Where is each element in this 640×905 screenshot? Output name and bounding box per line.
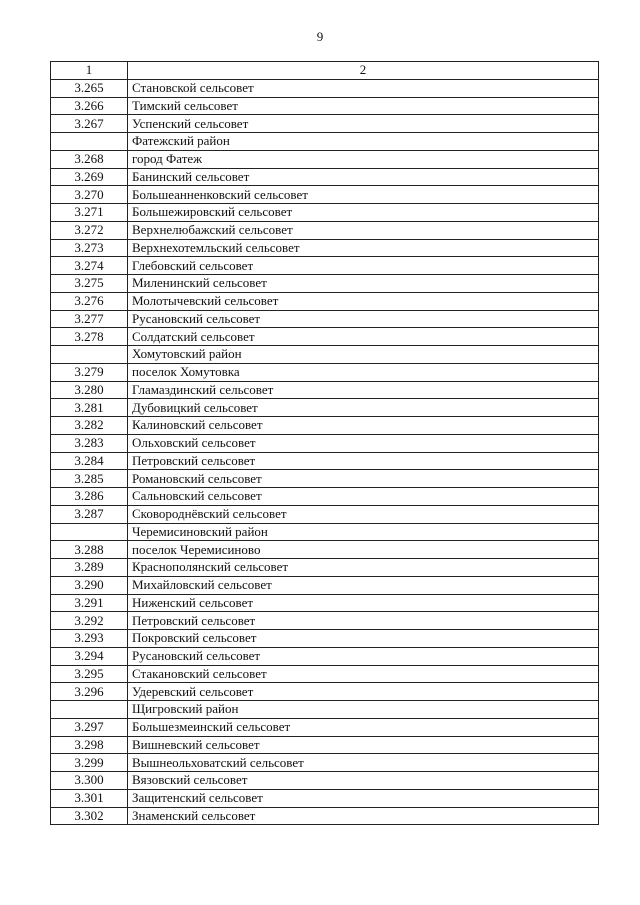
table-row [51,807,599,825]
row-number-cell: 3.280 [51,381,128,399]
municipality-name-cell: Знаменский сельсовет [128,807,599,825]
municipality-name-cell: Удеревский сельсовет [128,683,599,701]
table-row [51,399,599,417]
row-number-cell: 3.302 [51,807,128,825]
municipality-name-cell: Успенский сельсовет [128,115,599,133]
row-number-cell: 3.278 [51,328,128,346]
table-row [51,204,599,222]
row-number-cell: 3.296 [51,683,128,701]
column-header-name: 2 [128,62,599,80]
row-number-cell [51,523,128,541]
column-header-number: 1 [51,62,128,80]
row-number-cell: 3.281 [51,399,128,417]
row-number-cell: 3.287 [51,505,128,523]
municipality-name-cell: Романовский сельсовет [128,470,599,488]
municipality-name-cell: город Фатеж [128,150,599,168]
row-number-cell: 3.282 [51,417,128,435]
row-number-cell: 3.268 [51,150,128,168]
table-row [51,417,599,435]
table-row [51,97,599,115]
table-row [51,186,599,204]
municipality-name-cell: Ниженский сельсовет [128,594,599,612]
row-number-cell: 3.269 [51,168,128,186]
table-row [51,789,599,807]
table-body [51,62,599,825]
table-row [51,275,599,293]
table-row [51,665,599,683]
row-number-cell: 3.288 [51,541,128,559]
municipality-name-cell: поселок Черемисиново [128,541,599,559]
table-row [51,257,599,275]
row-number-cell: 3.277 [51,310,128,328]
row-number-cell: 3.295 [51,665,128,683]
district-name-cell: Щигровский район [128,701,599,719]
municipality-name-cell: Петровский сельсовет [128,452,599,470]
row-number-cell: 3.294 [51,647,128,665]
row-number-cell: 3.266 [51,97,128,115]
row-number-cell: 3.286 [51,488,128,506]
table-row [51,239,599,257]
municipality-name-cell: Русановский сельсовет [128,647,599,665]
row-number-cell: 3.274 [51,257,128,275]
row-number-cell [51,346,128,364]
row-number-cell: 3.298 [51,736,128,754]
table-row [51,470,599,488]
municipality-name-cell: Дубовицкий сельсовет [128,399,599,417]
row-number-cell: 3.275 [51,275,128,293]
row-number-cell: 3.284 [51,452,128,470]
municipality-name-cell: Верхнелюбажский сельсовет [128,221,599,239]
row-number-cell: 3.272 [51,221,128,239]
table-row [51,363,599,381]
table-row [51,630,599,648]
municipality-name-cell: Краснополянский сельсовет [128,559,599,577]
municipality-name-cell: Русановский сельсовет [128,310,599,328]
row-number-cell: 3.270 [51,186,128,204]
municipality-name-cell: Гламаздинский сельсовет [128,381,599,399]
table-row [51,79,599,97]
table-row-district-heading [51,523,599,541]
row-number-cell: 3.293 [51,630,128,648]
municipality-name-cell: Калиновский сельсовет [128,417,599,435]
municipality-name-cell: Сковороднёвский сельсовет [128,505,599,523]
table-row [51,292,599,310]
table-row-district-heading [51,133,599,151]
row-number-cell: 3.283 [51,434,128,452]
municipality-name-cell: Защитенский сельсовет [128,789,599,807]
municipalities-table [50,61,599,825]
table-row [51,328,599,346]
municipality-name-cell: Верхнехотемльский сельсовет [128,239,599,257]
row-number-cell: 3.271 [51,204,128,222]
table-row [51,505,599,523]
district-name-cell: Черемисиновский район [128,523,599,541]
table-row [51,221,599,239]
table-row [51,434,599,452]
table-row [51,168,599,186]
table-row [51,718,599,736]
row-number-cell: 3.267 [51,115,128,133]
table-row-district-heading [51,346,599,364]
table-row-district-heading [51,701,599,719]
table-row [51,576,599,594]
municipality-name-cell: Сальновский сельсовет [128,488,599,506]
municipality-name-cell: Миленинский сельсовет [128,275,599,293]
municipality-name-cell: Михайловский сельсовет [128,576,599,594]
municipality-name-cell: Солдатский сельсовет [128,328,599,346]
table-row [51,612,599,630]
municipality-name-cell: Глебовский сельсовет [128,257,599,275]
table-row [51,683,599,701]
municipality-name-cell: Вышнеольховатский сельсовет [128,754,599,772]
municipality-name-cell: Большежировский сельсовет [128,204,599,222]
row-number-cell: 3.285 [51,470,128,488]
table-row [51,452,599,470]
row-number-cell [51,701,128,719]
table-row [51,754,599,772]
municipality-name-cell: Тимский сельсовет [128,97,599,115]
table-row [51,115,599,133]
row-number-cell: 3.265 [51,79,128,97]
municipality-name-cell: Ольховский сельсовет [128,434,599,452]
row-number-cell: 3.291 [51,594,128,612]
municipality-name-cell: Стакановский сельсовет [128,665,599,683]
table-row [51,488,599,506]
row-number-cell: 3.290 [51,576,128,594]
row-number-cell: 3.276 [51,292,128,310]
table-row [51,559,599,577]
page-number: 9 [316,29,324,44]
municipality-name-cell: Вязовский сельсовет [128,772,599,790]
row-number-cell: 3.299 [51,754,128,772]
row-number-cell: 3.279 [51,363,128,381]
table-row [51,381,599,399]
table-row [51,736,599,754]
table-row [51,150,599,168]
row-number-cell: 3.297 [51,718,128,736]
row-number-cell: 3.301 [51,789,128,807]
municipality-name-cell: Вишневский сельсовет [128,736,599,754]
table-row [51,647,599,665]
table-row [51,772,599,790]
table-row [51,310,599,328]
row-number-cell: 3.273 [51,239,128,257]
table-row [51,541,599,559]
row-number-cell [51,133,128,151]
table-row [51,594,599,612]
row-number-cell: 3.300 [51,772,128,790]
district-name-cell: Хомутовский район [128,346,599,364]
municipality-name-cell: Банинский сельсовет [128,168,599,186]
municipality-name-cell: поселок Хомутовка [128,363,599,381]
row-number-cell: 3.292 [51,612,128,630]
municipality-name-cell: Молотычевский сельсовет [128,292,599,310]
row-number-cell: 3.289 [51,559,128,577]
municipality-name-cell: Большезмеинский сельсовет [128,718,599,736]
municipality-name-cell: Покровский сельсовет [128,630,599,648]
district-name-cell: Фатежский район [128,133,599,151]
table-header-row [51,62,599,80]
municipality-name-cell: Большеанненковский сельсовет [128,186,599,204]
municipality-name-cell: Становской сельсовет [128,79,599,97]
municipality-name-cell: Петровский сельсовет [128,612,599,630]
